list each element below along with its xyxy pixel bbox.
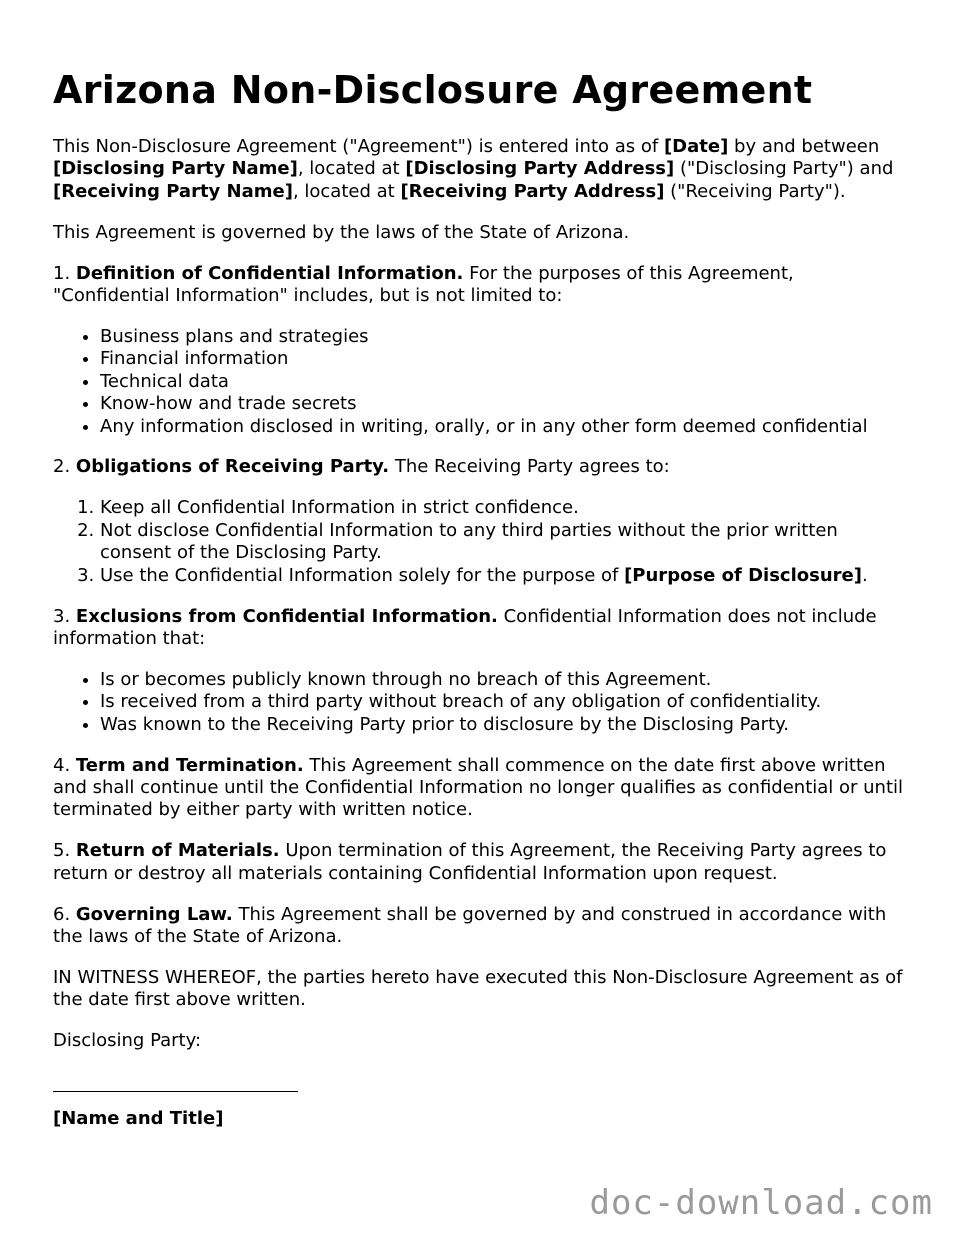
intro-text: ("Disclosing Party") and — [674, 158, 894, 180]
section-6 — [53, 904, 913, 949]
list-item: • Is or becomes publicly known through no breach of this Agreement. — [100, 669, 913, 691]
section-heading: Definition of Confidential Information. — [75, 262, 464, 284]
section-text: This Agreement shall be governed by and construed in accordance with the laws of the State of Arizona. — [53, 903, 887, 947]
section-number: 3. — [53, 605, 76, 627]
intro-text: , located at — [292, 180, 401, 202]
section-number: 5. — [53, 840, 76, 862]
name-title-placeholder: [Name and Title] — [53, 1107, 224, 1129]
list-item: • Business plans and strategies — [100, 326, 913, 348]
section-number: 6. — [53, 903, 76, 925]
list-item: • Any information disclosed in writing, orally, or in any other form deemed confidential — [100, 416, 913, 438]
disclosing-party-name-placeholder: [Disclosing Party Name] — [53, 158, 298, 180]
purpose-placeholder: [Purpose of Disclosure] — [624, 564, 862, 586]
list-item-text: . — [861, 564, 868, 586]
section-heading: Term and Termination. — [75, 754, 304, 776]
section-5 — [53, 840, 913, 885]
intro-text: , located at — [297, 158, 406, 180]
list-item: 1. Keep all Confidential Information in strict confidence. — [100, 497, 913, 519]
watermark: doc-download.com — [589, 1183, 933, 1223]
section-4 — [53, 755, 913, 822]
signature-line — [53, 1091, 298, 1092]
section-heading: Obligations of Receiving Party. — [75, 456, 390, 478]
document-title: Arizona Non-Disclosure Agreement — [53, 68, 813, 112]
witness-paragraph: IN WITNESS WHEREOF, the parties hereto have executed this Non-Disclosure Agreement as of the date first above written. — [53, 966, 903, 1011]
list-item: • Was known to the Receiving Party prior to disclosure by the Disclosing Party. — [100, 714, 913, 736]
list-item: • Financial information — [100, 348, 913, 370]
section-2 — [53, 456, 913, 478]
governed-by-paragraph: This Agreement is governed by the laws of the State of Arizona. — [53, 221, 630, 243]
list-item: • Is received from a third party without breach of any obligation of confidentiality. — [100, 691, 913, 713]
section-heading: Return of Materials. — [75, 840, 280, 862]
date-placeholder: [Date] — [663, 136, 729, 157]
intro-text: by and between — [728, 136, 880, 157]
signature-name-title — [53, 1108, 913, 1130]
list-item: • Know-how and trade secrets — [100, 393, 913, 415]
section-text: The Receiving Party agrees to: — [389, 456, 670, 478]
list-item-text: Use the Confidential Information solely for the purpose of — [100, 564, 625, 586]
receiving-party-address-placeholder: [Receiving Party Address] — [400, 180, 665, 202]
section-text: This Agreement shall commence on the date first above written and shall continue until the Confidential Information no longer qualifies as confidential or until terminated by either party with written notice. — [53, 754, 904, 821]
section-number: 4. — [53, 754, 76, 776]
section-text: Confidential Information does not include information that: — [53, 605, 877, 649]
confidential-info-list — [53, 326, 913, 438]
list-item — [100, 565, 913, 587]
obligations-list — [53, 497, 913, 587]
section-3 — [53, 606, 913, 651]
intro-paragraph — [53, 136, 913, 203]
section-number: 1. — [53, 262, 76, 284]
intro-text: ("Receiving Party"). — [664, 180, 846, 202]
list-item: 2. Not disclose Confidential Information to any third parties without the prior written consent of the Disclosing Party. — [100, 520, 913, 565]
section-text: For the purposes of this Agreement, "Confidential Information" includes, but is not limited to: — [53, 262, 794, 307]
document-page — [53, 66, 913, 1149]
section-heading: Exclusions from Confidential Information. — [75, 605, 498, 627]
section-text: Upon termination of this Agreement, the Receiving Party agrees to return or destroy all materials containing Confidential Information upon request. — [53, 840, 887, 884]
disclosing-party-address-placeholder: [Disclosing Party Address] — [405, 158, 675, 180]
section-number: 2. — [53, 456, 76, 478]
list-item: • Technical data — [100, 371, 913, 393]
intro-text: This Non-Disclosure Agreement ("Agreement") is entered into as of — [53, 136, 664, 157]
section-heading: Governing Law. — [75, 903, 233, 925]
signature-label: Disclosing Party: — [53, 1030, 202, 1052]
receiving-party-name-placeholder: [Receiving Party Name] — [53, 180, 293, 202]
section-1 — [53, 263, 913, 308]
exclusions-list — [53, 669, 913, 736]
